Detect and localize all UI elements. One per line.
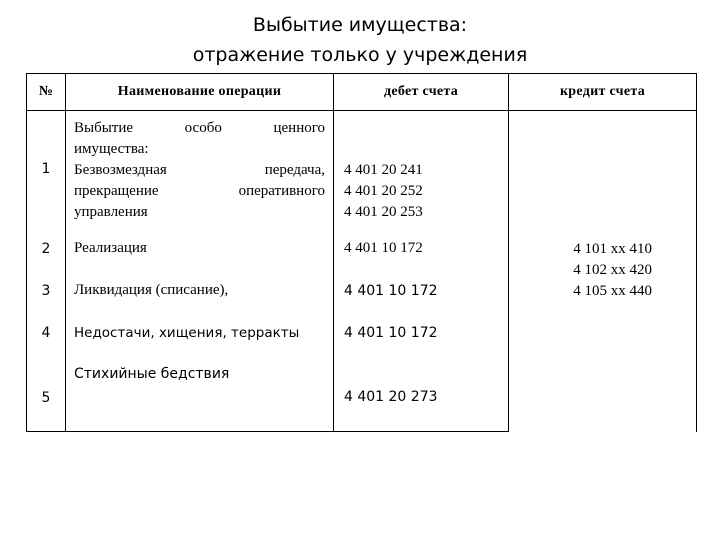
row-1-name-line: прекращение оперативного: [74, 183, 325, 199]
row-number: 1: [41, 161, 51, 177]
credit-account: 4 101 хх 410: [573, 241, 652, 257]
debit-account: 4 401 10 172: [344, 239, 423, 256]
credit-account: 4 105 хх 440: [573, 283, 652, 299]
row-5-name: Стихийные бедствия: [74, 365, 230, 382]
title-line-1: Выбытие имущества:: [252, 14, 468, 36]
operations-table: [26, 73, 697, 432]
row-5-num-cell: [27, 357, 66, 432]
credit-account: 4 102 хх 420: [573, 262, 652, 278]
row-1-name-line: управления: [74, 204, 148, 220]
header-name: Наименование операции: [66, 74, 334, 111]
row-2-name: Реализация: [74, 239, 147, 256]
row-4-name-cell: [66, 315, 334, 357]
debit-account: 4 401 20 273: [344, 388, 438, 405]
row-number: 2: [41, 240, 51, 257]
title-line-2: отражение только у учреждения: [192, 44, 528, 66]
row-3-debit-cell: [334, 273, 509, 315]
row-3-name-cell: [66, 273, 334, 315]
row-1-name-cell: [66, 111, 334, 229]
row-2-debit-cell: [334, 229, 509, 273]
debit-account: 4 401 10 172: [344, 324, 438, 341]
row-5-name-cell: [66, 357, 334, 432]
debit-account: 4 401 10 172: [344, 282, 438, 299]
credit-accounts: [509, 239, 696, 302]
row-3-name: Ликвидация (списание),: [74, 281, 229, 298]
header-debit: дебет счета: [334, 74, 509, 111]
row-number: 3: [41, 282, 51, 299]
debit-account: 4 401 20 253: [344, 204, 423, 220]
table-header-row: [27, 74, 697, 111]
row-1-debit-cell: [334, 111, 509, 229]
header-credit: кредит счета: [509, 74, 697, 111]
debit-account: 4 401 20 252: [344, 183, 423, 199]
row-1-name-line: имущества:: [74, 141, 149, 157]
row-1-name-line: Выбытие особо ценного: [74, 120, 325, 136]
row-4-name: Недостачи, хищения, терракты: [74, 324, 300, 341]
row-2-num-cell: [27, 229, 66, 273]
row-number: 5: [41, 389, 51, 406]
row-4-num-cell: [27, 315, 66, 357]
credit-cell: [509, 111, 697, 432]
slide-title: [0, 10, 720, 70]
row-4-debit-cell: [334, 315, 509, 357]
row-5-debit-cell: [334, 357, 509, 432]
row-3-num-cell: [27, 273, 66, 315]
row-1-num-cell: [27, 111, 66, 229]
row-number: 4: [41, 324, 51, 341]
table-row: [27, 111, 697, 229]
header-num: №: [27, 74, 66, 111]
row-1-name-line: Безвозмездная передача,: [74, 162, 325, 178]
debit-account: 4 401 20 241: [344, 162, 423, 178]
row-2-name-cell: [66, 229, 334, 273]
